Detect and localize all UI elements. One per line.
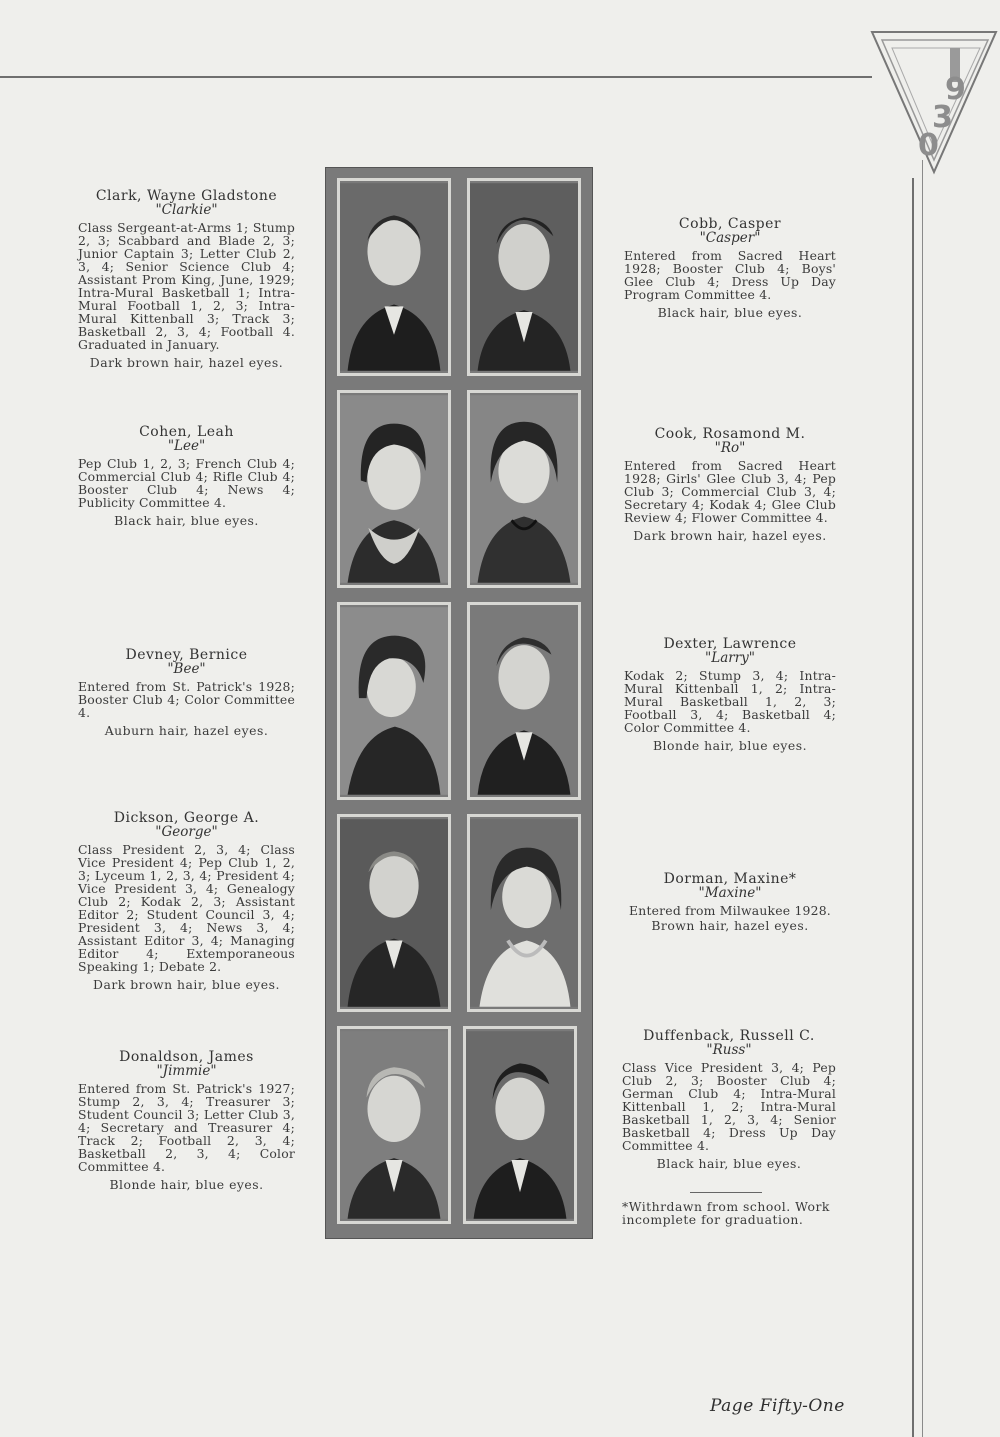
- portrait-female-icon: [470, 393, 578, 585]
- portrait-dexter: [467, 602, 581, 800]
- entry-devney: [78, 649, 295, 737]
- student-traits: Blonde hair, blue eyes.: [652, 738, 808, 753]
- student-nickname: "Maxine": [698, 885, 762, 901]
- student-name: Cohen, Leah: [139, 424, 234, 440]
- entry-dorman: [624, 873, 836, 932]
- portrait-male-icon: [466, 1029, 574, 1221]
- entry-dickson: [78, 812, 295, 991]
- page-number: Page Fifty-One: [710, 1396, 845, 1416]
- photo-strip: [325, 167, 593, 1239]
- portrait-duffenback: [463, 1026, 577, 1224]
- student-traits: Blonde hair, blue eyes.: [109, 1177, 264, 1192]
- year-digit-3: 0: [918, 128, 939, 163]
- student-name: Duffenback, Russell C.: [643, 1028, 815, 1044]
- footnote: *Withrdawn from school. Work incomplete for graduation.: [622, 1199, 830, 1227]
- student-bio: Entered from St. Patrick's 1928; Booster Club 4; Color Committee 4.: [78, 679, 295, 720]
- student-nickname: "Jimmie": [156, 1063, 217, 1079]
- student-name: Dorman, Maxine*: [663, 871, 797, 887]
- portrait-female-icon: [340, 605, 448, 797]
- student-nickname: "Lee": [167, 438, 206, 454]
- year-digit-2: 3: [932, 100, 953, 135]
- portrait-male-icon: [340, 1029, 448, 1221]
- entry-cohen: [78, 426, 295, 527]
- right-rule-inner: [922, 160, 923, 1437]
- top-rule: [0, 76, 872, 78]
- student-name: Devney, Bernice: [125, 647, 248, 663]
- student-nickname: "Clarkie": [155, 202, 218, 218]
- portrait-male-icon: [340, 181, 448, 373]
- student-bio: Entered from St. Patrick's 1927; Stump 2, 3, 4; Treasurer 3; Student Council 3; Letter Club 3, 4; Secretary and Treasurer 4; Track 2; Football 2, 3, 4; Basketball 2, 3, 4; Color Committee 4.: [78, 1081, 295, 1174]
- student-bio: Entered from Milwaukee 1928.: [629, 903, 831, 918]
- portrait-cook: [467, 390, 581, 588]
- student-traits: Black hair, blue eyes.: [657, 305, 803, 320]
- student-traits: Dark brown hair, hazel eyes.: [89, 355, 284, 370]
- entry-cobb: [624, 218, 836, 319]
- student-name: Dickson, George A.: [113, 810, 260, 826]
- entry-donaldson: [78, 1051, 295, 1191]
- student-name: Clark, Wayne Gladstone: [95, 188, 278, 204]
- student-nickname: "Russ": [706, 1042, 752, 1058]
- entry-cook: [624, 428, 836, 542]
- portrait-female-icon: [470, 817, 578, 1009]
- student-traits: Auburn hair, hazel eyes.: [104, 723, 269, 738]
- student-nickname: "Larry": [705, 650, 755, 666]
- student-traits: Black hair, blue eyes.: [114, 513, 259, 528]
- student-name: Cobb, Casper: [678, 216, 782, 232]
- student-name: Cook, Rosamond M.: [654, 426, 806, 442]
- entry-duffenback: [622, 1030, 836, 1170]
- student-traits: Brown hair, hazel eyes.: [651, 918, 809, 933]
- student-bio: Entered from Sacred Heart 1928; Girls' Glee Club 3, 4; Pep Club 3; Commercial Club 3, 4; Secretary 4; Kodak 4; Glee Club Review 4; Flower Committee 4.: [624, 458, 836, 525]
- footnote-rule: [690, 1192, 762, 1193]
- portrait-female-icon: [340, 393, 448, 585]
- student-nickname: "George": [155, 824, 218, 840]
- student-nickname: "Bee": [167, 661, 206, 677]
- student-name: Dexter, Lawrence: [663, 636, 797, 652]
- student-nickname: "Ro": [714, 440, 746, 456]
- student-bio: Class President 2, 3, 4; Class Vice President 4; Pep Club 1, 2, 3; Lyceum 1, 2, 3, 4; President 4; Vice President 3, 4; Genealogy Club 2; Kodak 2, 3; Assistant Editor 2; Student Council 3, 4; President 3, 4; News 3, 4; Assistant Editor 3, 4; Managing Editor 4; Extemporaneous Speaking 1; Debate 2.: [78, 842, 295, 974]
- year-digit-1: 9: [945, 72, 966, 107]
- portrait-dorman: [467, 814, 581, 1012]
- portrait-male-icon: [470, 181, 578, 373]
- student-bio: Class Sergeant-at-Arms 1; Stump 2, 3; Scabbard and Blade 2, 3; Junior Captain 3; Letter Club 2, 3, 4; Senior Science Club 4; Assistant Prom King, June, 1929; Intra-Mural Basketball 1; Intra-Mural Football 1, 2, 3; Intra-Mural Kittenball 3; Track 3; Basketball 2, 3, 4; Football 4. Graduated in January.: [78, 220, 295, 352]
- student-bio: Entered from Sacred Heart 1928; Booster Club 4; Boys' Glee Club 4; Dress Up Day Program Committee 4.: [624, 248, 836, 302]
- student-bio: Pep Club 1, 2, 3; French Club 4; Commercial Club 4; Rifle Club 4; Booster Club 4; News 4; Publicity Committee 4.: [78, 456, 295, 510]
- portrait-dickson: [337, 814, 451, 1012]
- student-traits: Dark brown hair, blue eyes.: [93, 977, 280, 992]
- student-bio: Kodak 2; Stump 3, 4; Intra-Mural Kittenball 1, 2; Intra-Mural Basketball 1, 2, 3; Football 3, 4; Basketball 4; Color Committee 4.: [624, 668, 836, 735]
- portrait-clark: [337, 178, 451, 376]
- portrait-male-icon: [470, 605, 578, 797]
- portrait-cohen: [337, 390, 451, 588]
- entry-dexter: [624, 638, 836, 752]
- student-bio: Class Vice President 3, 4; Pep Club 2, 3; Booster Club 4; German Club 4; Intra-Mural Kittenball 1, 2; Intra-Mural Basketball 1, 2, 3, 4; Senior Basketball 4; Dress Up Day Committee 4.: [622, 1060, 836, 1153]
- portrait-cobb: [467, 178, 581, 376]
- student-name: Donaldson, James: [119, 1049, 254, 1065]
- entry-clark: [78, 190, 295, 369]
- portrait-male-icon: [340, 817, 448, 1009]
- portrait-devney: [337, 602, 451, 800]
- portrait-donaldson: [337, 1026, 451, 1224]
- student-traits: Black hair, blue eyes.: [656, 1156, 802, 1171]
- student-traits: Dark brown hair, hazel eyes.: [633, 528, 827, 543]
- right-rule: [912, 178, 914, 1437]
- student-nickname: "Casper": [699, 230, 761, 246]
